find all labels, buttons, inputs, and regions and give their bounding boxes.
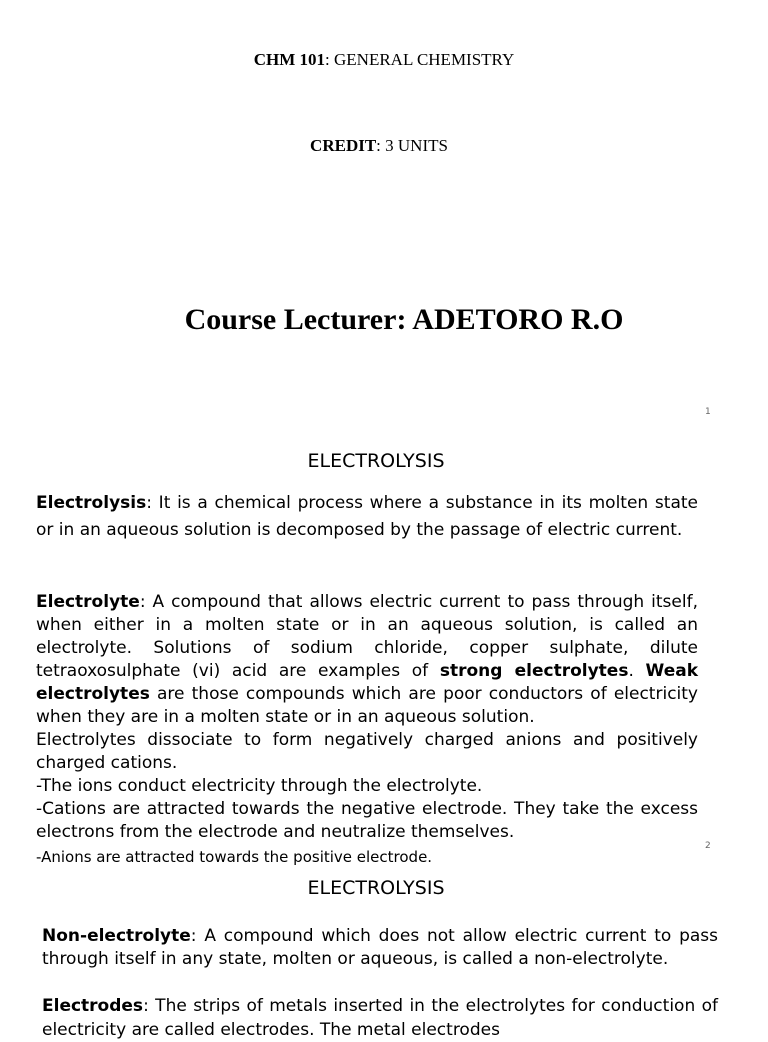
electrolyte-text: : A compound that allows electric current to pass through itself, when either in a molten state or in an aqueous solution, is called an electrolyte. Solutions of sodium chloride, copper sulphate, dilute tetraoxosulphate (vi) acid are examples of — [36, 592, 698, 681]
weak-electrolytes-text: are those compounds which are poor conductors of electricity when they are in a molten state or in an aqueous solution. — [36, 684, 698, 727]
non-electrolyte-text: : A compound which does not allow electric current to pass through itself in any state, molten or aqueous, is called a non-electrolyte. — [42, 926, 718, 969]
credit-line — [0, 136, 758, 156]
weak-electrolytes-term: Weak electrolytes — [36, 661, 698, 704]
slide-heading: ELECTROLYSIS — [307, 877, 445, 899]
electrolysis-definition — [36, 490, 698, 544]
sentence-separator: . — [628, 661, 646, 681]
electrolyte-definition — [36, 591, 698, 729]
electrolysis-term: Electrolysis — [36, 493, 147, 513]
course-title: : GENERAL CHEMISTRY — [325, 50, 515, 69]
page-number: 2 — [705, 841, 711, 851]
course-lecturer: Course Lecturer: ADETORO R.O — [184, 303, 624, 336]
credit-label: CREDIT — [310, 136, 377, 155]
electrodes-definition — [42, 994, 718, 1042]
page-number: 1 — [705, 407, 711, 417]
non-electrolyte-definition — [42, 925, 718, 971]
anions-text: -Anions are attracted towards the positive electrode. — [36, 848, 433, 866]
electrolysis-text: : It is a chemical process where a substance in its molten state or in an aqueous solution is decomposed by the passage of electric current. — [36, 493, 698, 540]
slide-heading: ELECTROLYSIS — [307, 450, 445, 472]
ions-conduct-text: -The ions conduct electricity through the electrolyte. — [36, 776, 483, 796]
credit-value: : 3 UNITS — [376, 136, 448, 155]
non-electrolyte-term: Non-electrolyte — [42, 926, 191, 946]
electrodes-term: Electrodes — [42, 996, 144, 1016]
electrolyte-term: Electrolyte — [36, 592, 140, 612]
strong-electrolytes-term: strong electrolytes — [439, 661, 629, 681]
electrodes-text: : The strips of metals inserted in the electrolytes for conduction of electricity are called electrodes. The metal electrodes — [42, 996, 718, 1040]
course-title-line — [0, 50, 768, 70]
course-code: CHM 101 — [253, 50, 326, 69]
dissociation-text: Electrolytes dissociate to form negatively charged anions and positively charged cations. — [36, 730, 698, 773]
cations-text: -Cations are attracted towards the negative electrode. They take the excess electrons from the electrode and neutralize themselves. — [36, 799, 698, 842]
